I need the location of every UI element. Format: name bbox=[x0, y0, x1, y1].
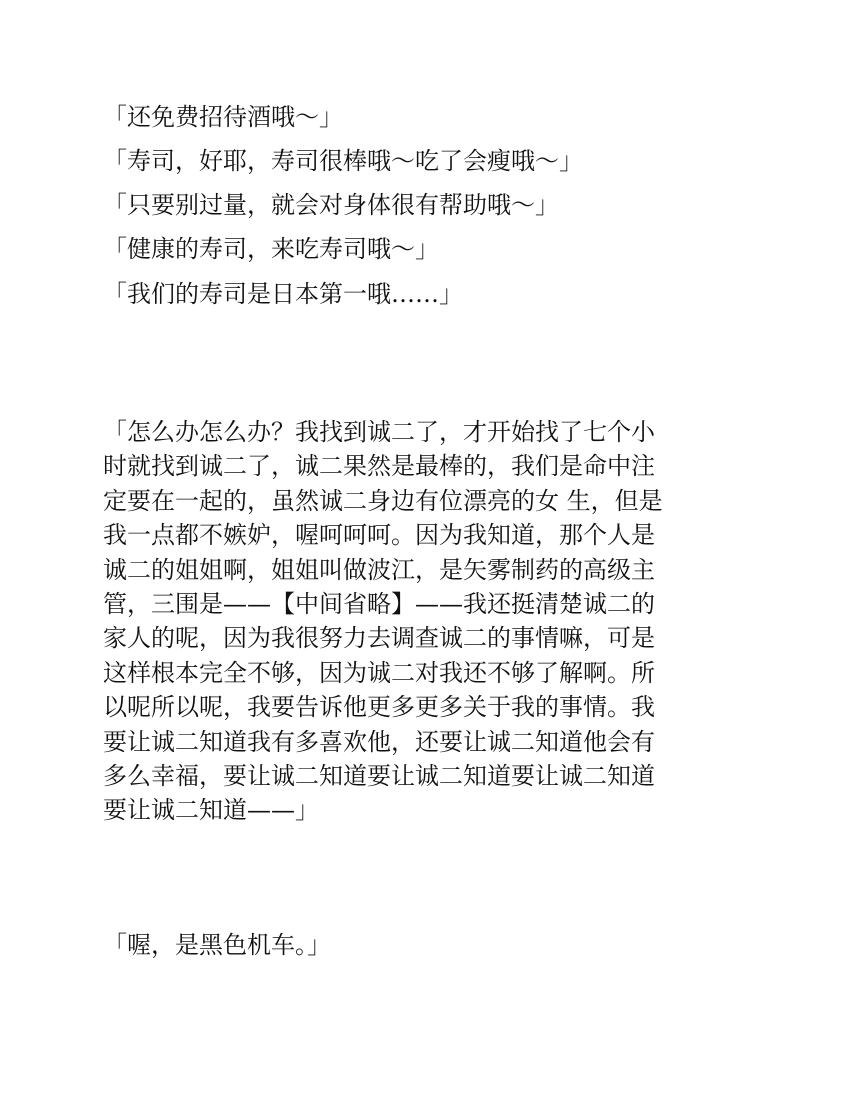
paragraph-line: 以呢所以呢，我要告诉他更多更多关于我的事情。我 bbox=[103, 693, 655, 722]
dialogue-line: 「寿司，好耶，寿司很棒哦～吃了会瘦哦～」 bbox=[103, 147, 583, 175]
paragraph-line: 家人的呢，因为我很努力去调查诚二的事情嘛，可是 bbox=[103, 624, 655, 653]
dialogue-line: 「喔，是黑色机车。」 bbox=[103, 931, 331, 959]
paragraph-line: 诚二的姐姐啊，姐姐叫做波江，是矢雾制药的高级主 bbox=[103, 555, 655, 584]
paragraph-line: 我一点都不嫉妒，喔呵呵呵。因为我知道，那个人是 bbox=[103, 521, 655, 550]
monologue-paragraph bbox=[103, 415, 763, 828]
paragraph-line: 要让诚二知道我有多喜欢他，还要让诚二知道他会有 bbox=[103, 727, 655, 756]
dialogue-line: 「只要别过量，就会对身体很有帮助哦～」 bbox=[103, 191, 559, 219]
dialogue-line: 「我们的寿司是日本第一哦……」 bbox=[103, 280, 463, 308]
paragraph-line: 「怎么办怎么办？我找到诚二了，才开始找了七个小 bbox=[103, 418, 655, 446]
paragraph-line: 时就找到诚二了，诚二果然是最棒的，我们是命中注 bbox=[103, 452, 655, 481]
paragraph-line: 定要在一起的，虽然诚二身边有位漂亮的女 生，但是 bbox=[103, 486, 663, 515]
dialogue-line: 「健康的寿司，来吃寿司哦～」 bbox=[103, 235, 439, 263]
paragraph-line: 要让诚二知道——」 bbox=[103, 796, 319, 825]
paragraph-line: 这样根本完全不够，因为诚二对我还不够了解啊。所 bbox=[103, 658, 655, 687]
paragraph-line: 管，三围是——【中间省略】——我还挺清楚诚二的 bbox=[103, 590, 655, 619]
paragraph-line: 多么幸福，要让诚二知道要让诚二知道要让诚二知道 bbox=[103, 762, 655, 791]
dialogue-line: 「还免费招待酒哦～」 bbox=[103, 103, 343, 131]
